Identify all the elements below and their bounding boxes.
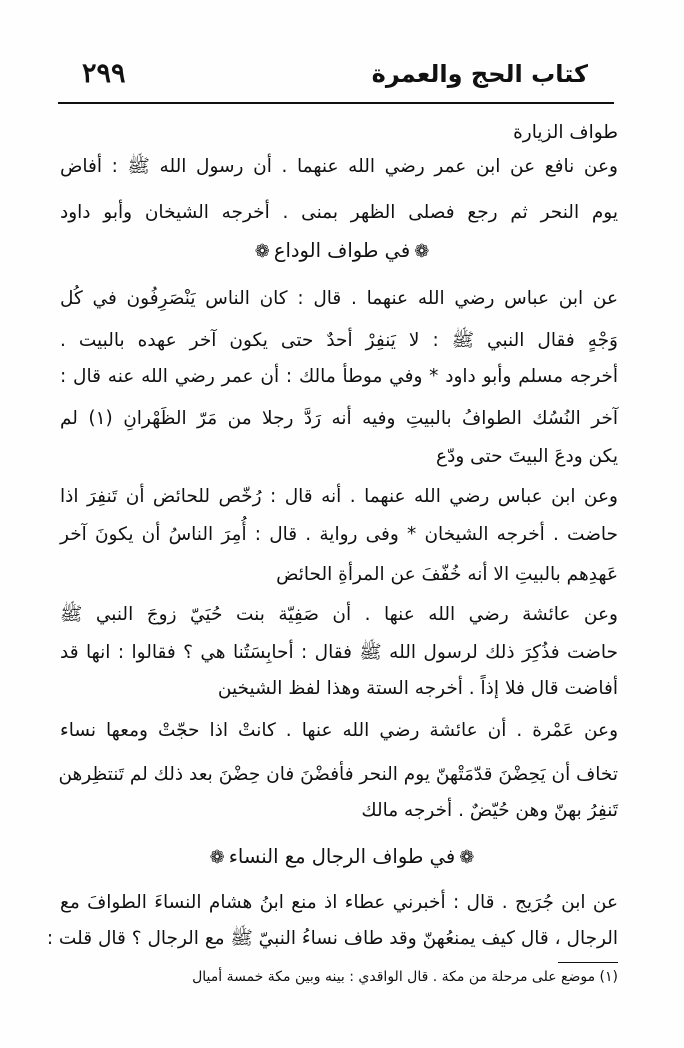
- text-line: أفاضت قال فلا إذاً . أخرجه الستة وهذا لفظ الشيخين: [217, 678, 618, 699]
- text-line: وعن عائشة رضي الله عنها . أن صَفِيّة بنت حُيَيّ زوجَ النبي ﷺ: [60, 604, 618, 625]
- text-line: وعن عَمْرة . أن عائشة رضي الله عنها . كانتْ اذا حجّتْ ومعها نساء: [60, 720, 618, 741]
- text-line: وعن نافع عن ابن عمر رضي الله عنهما . أن رسول الله ﷺ : أفاض: [60, 156, 618, 177]
- text-line: الرجال ، قال كيف يمنعُهنّ وقد طاف نساءُ النبيّ ﷺ مع الرجال ؟ قال قلت :: [46, 928, 618, 949]
- text-line: وَجْهٍ فقال النبي ﷺ : لا يَنفِرْ أحدٌ حتى يكون آخر عهده بالبيت .: [60, 330, 618, 351]
- text-line: تخاف أن يَحِضْنَ قدّمَتْهنّ يوم النحر فأفضْنَ فان حِضْنَ بعد ذلك لم تَنتظِرهن: [58, 764, 618, 785]
- text-line: حاضت . أخرجه الشيخان * وفى رواية . قال : أُمِرَ الناسُ أن يكونَ آخر: [60, 524, 618, 545]
- text-line: آخر النُسُك الطوافُ بالبيتِ وفيه أنه رَدَّ رجلا من مَرّ الظَهْرانِ (١) لم: [60, 408, 618, 429]
- text-line: أخرجه مسلم وأبو داود * وفي موطأ مالك : أن عمر رضي الله عنه قال :: [60, 366, 618, 387]
- text-line: عَهدِهم بالبيتِ الا أنه خُفّفَ عن المرأةِ الحائض: [276, 564, 618, 585]
- text-line: طواف الزيارة: [513, 122, 618, 143]
- text-line: عن ابن عباس رضي الله عنهما . قال : كان الناس يَنْصَرِفُون في كُل: [60, 288, 618, 309]
- text-line: يكن ودعَ البيتَ حتى ودّع: [436, 446, 618, 467]
- running-title: كتاب الحج والعمرة: [371, 60, 588, 88]
- heading-text: في طواف الوداع: [273, 239, 411, 262]
- text-line: وعن ابن عباس رضي الله عنهما . أنه قال : رُخّص للحائض أن تَنفِرَ اذا: [60, 486, 618, 507]
- section-heading-farewell: [0, 236, 684, 267]
- header-rule: [58, 102, 614, 104]
- section-heading-men-women: [0, 842, 684, 873]
- footnote: (١) موضع على مرحلة من مكة . قال الواقدي : بينه وبين مكة خمسة أميال: [192, 969, 618, 985]
- ornament-icon: ❁: [209, 847, 225, 868]
- ornament-icon: ❁: [459, 847, 475, 868]
- text-line: تَنفِرُ بهنّ وهن حُيّضٌ . أخرجه مالك: [361, 800, 618, 821]
- footnote-separator: [558, 962, 618, 963]
- text-line: عن ابن جُرَيج . قال : أخبرني عطاء اذ منع ابنُ هشام النساءَ الطوافَ مع: [60, 892, 618, 913]
- text-line: يوم النحر ثم رجع فصلى الظهر بمنى . أخرجه الشيخان وأبو داود: [60, 202, 618, 223]
- ornament-icon: ❁: [414, 241, 430, 262]
- page-number: ٢٩٩: [82, 58, 126, 89]
- text-line: حاضت فذُكِرَ ذلك لرسول الله ﷺ فقال : أحابِسَتُنا هي ؟ فقالوا : انها قد: [60, 642, 618, 663]
- ornament-icon: ❁: [254, 241, 270, 262]
- heading-text: في طواف الرجال مع النساء: [228, 845, 456, 868]
